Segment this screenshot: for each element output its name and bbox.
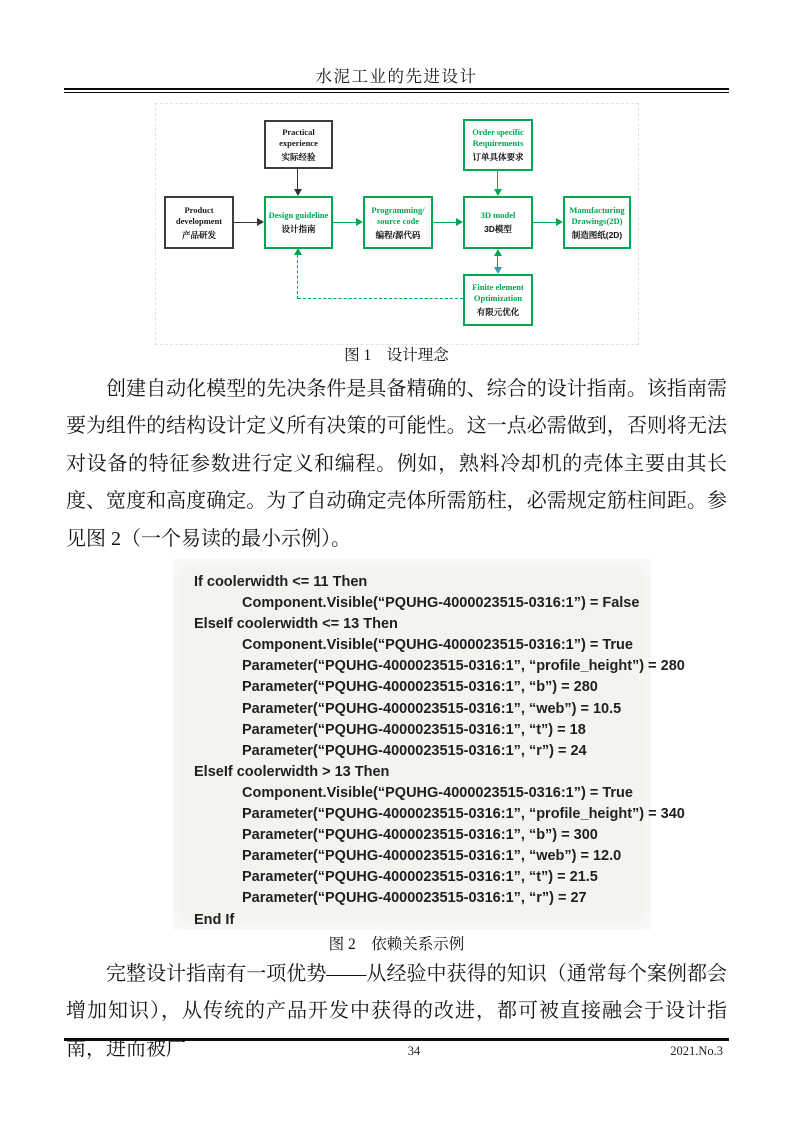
code-line: Component.Visible(“PQUHG-4000023515-0316:1”) = False [242,595,640,612]
code-block [173,559,685,930]
code-line: Parameter(“PQUHG-4000023515-0316:1”, “profile_height”) = 280 [242,658,685,675]
page-header-title: 水泥工业的先进设计 [315,67,478,86]
flow-box-label: Design guideline [268,210,329,220]
flow-box-label: 订单具体要求 [472,152,524,162]
flow-box-manufacturing-drawings [563,196,631,249]
code-line: If coolerwidth <= 11 Then [194,574,368,590]
paragraph-2: 完整设计指南有一项优势——从经验中获得的知识（通常每个案例都会增加知识），从传统的产品开发中获得的改进，都可被直接融会于设计指南，进而被广 [66,963,727,1060]
flow-box-label: experience [279,137,318,148]
flow-box-label: development [175,215,223,226]
arrow-order-to-3dmodel [497,171,498,190]
arrowhead-right-icon [257,218,264,226]
arrow-practical-to-design [297,169,298,190]
arrow-product-to-design [234,222,258,223]
footer-rule [64,1038,729,1041]
flow-box-order-requirements [463,119,533,171]
code-line: Parameter(“PQUHG-4000023515-0316:1”, “b”) = 300 [242,827,598,844]
flow-box-label: 编程/源代码 [375,229,421,240]
arrowhead-down-icon [494,267,502,274]
footer-page-number: 34 [407,1044,421,1058]
arrowhead-right-icon [456,218,463,226]
flow-box-finite-element-optimization [463,274,533,326]
flow-box-label: Finite element [472,282,524,292]
flow-box-label: Product [184,204,214,215]
arrow-3dmodel-to-manufacturing [533,222,557,223]
flow-box-label: 实际经验 [281,151,316,162]
feedback-dashed-line-horizontal [298,298,463,299]
code-line: End If [194,911,235,928]
code-line: Component.Visible(“PQUHG-4000023515-0316:1”) = True [242,637,633,654]
code-line: Parameter(“PQUHG-4000023515-0316:1”, “t”) = 18 [242,721,586,738]
footer-issue-number: 2021.No.3 [670,1044,723,1058]
arrowhead-down-icon [294,189,302,196]
flow-box-label: 3D model [480,210,516,220]
flow-box-3d-model [463,196,533,249]
flow-box-label: Programming/ [371,204,425,215]
header-rule [64,88,729,93]
flow-box-label: Drawings(2D) [571,215,623,226]
feedback-dashed-line-vertical [297,255,298,299]
flow-box-programming-source-code [363,196,433,249]
arrowhead-up-icon [494,249,502,256]
flow-box-label: 3D模型 [484,224,512,234]
code-line: ElseIf coolerwidth > 13 Then [194,763,390,780]
code-line: Parameter(“PQUHG-4000023515-0316:1”, “r”) = 24 [242,742,587,759]
arrowhead-right-icon [556,218,563,226]
flow-box-label: Manufacturing [569,204,625,215]
flow-box-practical-experience [264,120,333,169]
code-line: Parameter(“PQUHG-4000023515-0316:1”, “web”) = 10.5 [242,700,622,717]
flow-box-product-development [164,196,234,249]
flow-box-label: Requirements [472,138,524,148]
code-line: Parameter(“PQUHG-4000023515-0316:1”, “profile_height”) = 340 [242,806,685,823]
arrow-design-to-programming [333,222,357,223]
flow-box-label: 产品研发 [181,229,216,240]
arrow-programming-to-3dmodel [433,222,457,223]
flow-box-label: 设计指南 [281,224,316,234]
code-line: Component.Visible(“PQUHG-4000023515-0316:1”) = True [242,784,633,801]
code-line: Parameter(“PQUHG-4000023515-0316:1”, “web”) = 12.0 [242,848,622,865]
flow-box-label: Practical [282,126,315,137]
arrowhead-down-icon [494,189,502,196]
paragraph-1: 创建自动化模型的先决条件是具备精确的、综合的设计指南。该指南需要为组件的结构设计定义所有决策的可能性。这一点必需做到，否则将无法对设备的特征参数进行定义和编程。例如，熟料冷却机的壳体主要由其长度、宽度和高度确定。为了自动确定壳体所需筋柱，必需规定筋柱间距。参见图 2（一个易读的最小示例）。 [66,378,727,550]
code-line: Parameter(“PQUHG-4000023515-0316:1”, “b”) = 280 [242,679,598,696]
figure2-caption: 图 2 依赖关系示例 [328,936,465,953]
code-line: Parameter(“PQUHG-4000023515-0316:1”, “r”) = 27 [242,890,587,907]
arrowhead-right-icon [356,218,363,226]
flow-box-label: Optimization [473,293,523,303]
code-line: Parameter(“PQUHG-4000023515-0316:1”, “t”) = 21.5 [242,869,598,886]
flow-box-label: 制造图纸(2D) [571,229,623,240]
figure1-flowchart [155,103,639,345]
flow-box-label: 有限元优化 [476,307,520,317]
code-line: ElseIf coolerwidth <= 13 Then [194,616,398,633]
flow-box-label: source code [376,215,420,226]
figure1-caption: 图 1 设计理念 [344,347,449,364]
flow-box-label: Order specific [472,127,524,137]
flow-box-design-guideline [264,196,333,249]
arrowhead-up-icon [294,248,302,255]
